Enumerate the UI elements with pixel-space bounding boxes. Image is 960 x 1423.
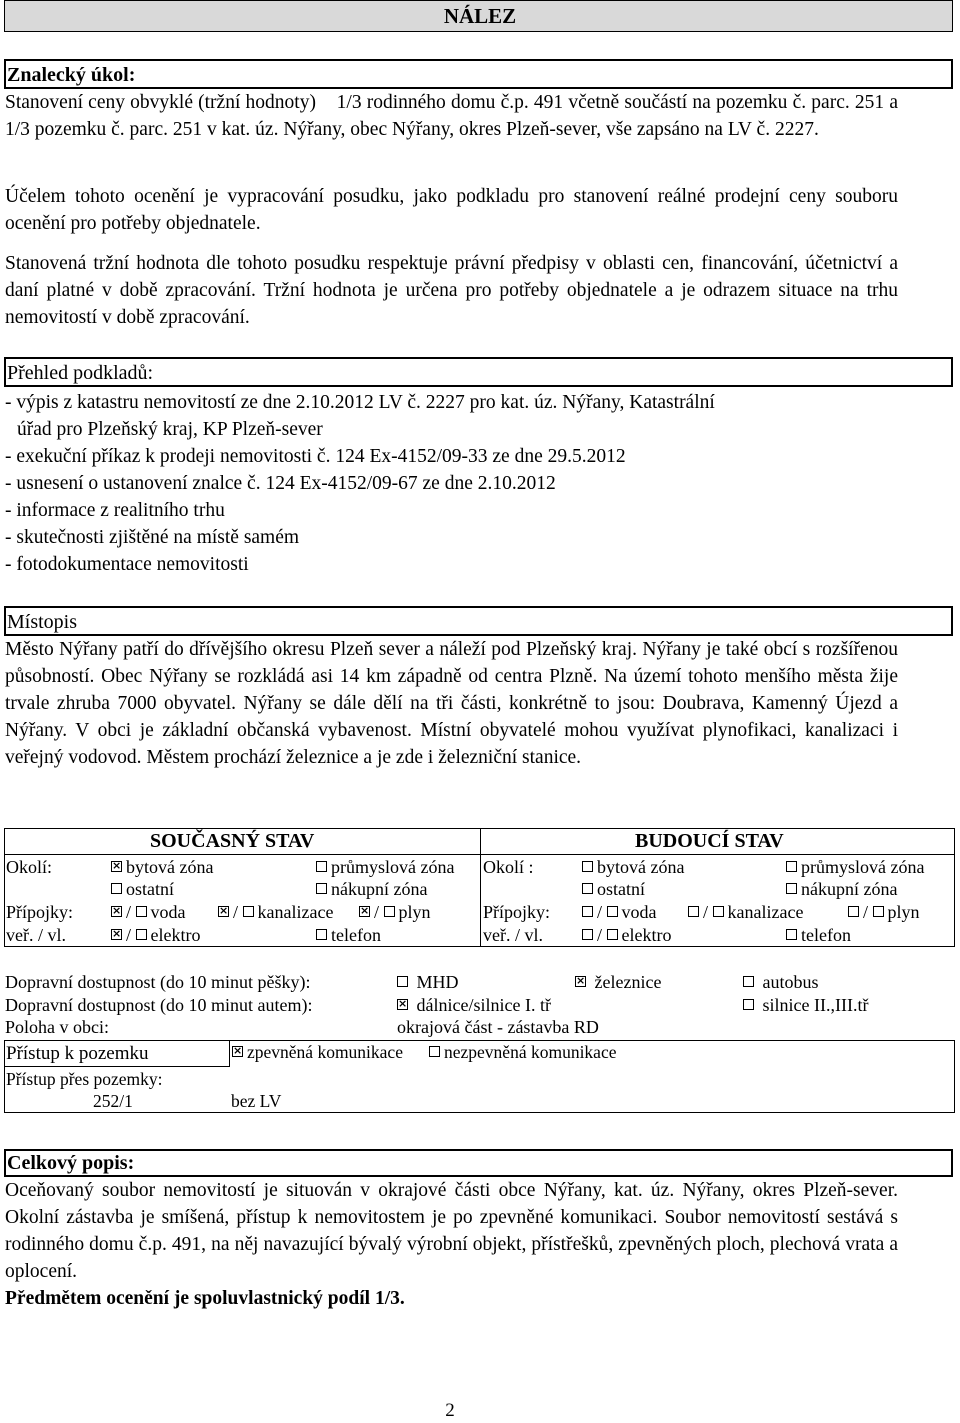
znalecky-paragraph-2: Účelem tohoto ocenění je vypracování posudku, jako podkladu pro stanovení reálné prodejní ceny souboru ocenění pro potřeby objednatele. [5, 186, 898, 234]
checkbox-icon [582, 906, 593, 917]
checkbox-icon [786, 861, 797, 872]
checkbox-icon [743, 999, 754, 1010]
bytova-zona-option[interactable]: × bytová zóna [112, 857, 214, 877]
page-number: 2 [445, 1400, 455, 1421]
checkbox-icon [136, 906, 147, 917]
checkbox-checked-icon: × [360, 904, 370, 918]
mistopis-paragraph: Město Nýřany patří do dřívějšího okresu Plzeň sever a náleží pod Plzeňský kraj. Nýřany je také obcí s rozšířenou působností. Obec Nýřany se rozkládá asi 14 km západně od centra Plzně. Na území tohoto menšího města žije trvale zhruba 7000 obyvatel. Nýřany se dále dělí na tři části, konkrétně to jsou: Doubrava, Kamenný Újezd a Nýřany. V obci je základní občanská vybavenost. Místní obyvatelé mohou využívat plynofikaci, kanalizaci i veřejný vodovod. Městem prochází železnice a je zde i železniční stanice. [5, 639, 898, 768]
current-state-title: SOUČASNÝ STAV [150, 830, 315, 852]
checkbox-icon [582, 861, 593, 872]
section-heading-podklady: Přehled podkladů: [7, 362, 154, 384]
section-bar-popis [4, 1149, 953, 1177]
okoli-label: Okolí: [6, 857, 53, 877]
checkbox-checked-icon: × [112, 904, 122, 918]
podklady-item: - exekuční příkaz k prodeji nemovitosti č. 124 Ex-4152/09-33 ze dne 29.5.2012 [5, 446, 626, 467]
podklady-item: - výpis z katastru nemovitostí ze dne 2.10.2012 LV č. 2227 pro kat. úz. Nýřany, Katastrální [5, 392, 715, 413]
checkbox-icon [713, 906, 724, 917]
checkbox-icon [607, 906, 618, 917]
pres-parcel: 252/1 [93, 1091, 133, 1111]
section-heading-popis: Celkový popis: [7, 1152, 135, 1174]
dalnice-option[interactable]: × dálnice/silnice I. tř [398, 995, 551, 1015]
okoli-label-future: Okolí : [483, 857, 534, 877]
doprava-autem-label: Dopravní dostupnost (do 10 minut autem): [5, 995, 313, 1015]
podklady-item: - informace z realitního trhu [5, 500, 225, 521]
checkbox-icon [786, 883, 797, 894]
checkbox-icon [429, 1046, 440, 1057]
checkbox-icon [397, 976, 408, 987]
nakupni-zona-option[interactable]: nákupní zóna [316, 878, 427, 900]
kanalizace-option[interactable]: × / kanalizace [219, 902, 334, 922]
voda-option[interactable]: × / voda [112, 902, 186, 922]
checkbox-icon [384, 906, 395, 917]
voda-future-option[interactable]: / voda [582, 901, 657, 923]
podklady-item: úřad pro Plzeňský kraj, KP Plzeň-sever [17, 419, 323, 440]
podklady-item: - skutečnosti zjištěné na místě samém [5, 527, 300, 548]
checkbox-icon [136, 929, 147, 940]
mhd-option[interactable]: MHD [397, 971, 459, 993]
checkbox-checked-icon: × [233, 1044, 243, 1058]
checkbox-icon [111, 883, 122, 894]
plyn-future-option[interactable]: / plyn [848, 901, 920, 923]
prumyslova-zona-option[interactable]: průmyslová zóna [316, 856, 454, 878]
checkbox-icon [316, 861, 327, 872]
checkbox-icon [316, 883, 327, 894]
ver-label-future: veř. / vl. [483, 925, 543, 945]
kanalizace-future-option[interactable]: / kanalizace [688, 901, 803, 923]
page-title: NÁLEZ [443, 4, 517, 28]
poloha-value: okrajová část - zástavba RD [397, 1017, 599, 1037]
checkbox-icon [582, 883, 593, 894]
pres-lv: bez LV [231, 1091, 282, 1111]
podklady-item: - fotodokumentace nemovitosti [5, 554, 249, 575]
pripojky-label-future: Přípojky: [483, 902, 551, 922]
zpevnena-option[interactable]: × zpevněná komunikace [233, 1042, 403, 1062]
checkbox-icon [786, 929, 797, 940]
checkbox-checked-icon: × [219, 904, 229, 918]
checkbox-icon [848, 906, 859, 917]
checkbox-checked-icon: × [576, 974, 586, 988]
checkbox-icon [607, 929, 618, 940]
section-bar-mistopis [4, 606, 953, 636]
ostatni-future-option[interactable]: ostatní [582, 878, 645, 900]
pres-label: Přístup přes pozemky: [6, 1069, 163, 1089]
checkbox-icon [688, 906, 699, 917]
telefon-future-option[interactable]: telefon [786, 924, 851, 946]
popis-bold-statement: Předmětem ocenění je spoluvlastnický podíl 1/3. [5, 1288, 405, 1309]
checkbox-checked-icon: × [112, 927, 122, 941]
silnice-option[interactable]: silnice II.,III.tř [743, 994, 868, 1016]
pristup-label: Přístup k pozemku [6, 1043, 149, 1064]
prumyslova-zona-future-option[interactable]: průmyslová zóna [786, 856, 924, 878]
checkbox-icon [243, 906, 254, 917]
plyn-option[interactable]: × / plyn [360, 902, 431, 922]
checkbox-icon [873, 906, 884, 917]
elektro-option[interactable]: × / elektro [112, 925, 201, 945]
section-bar-znalecky [4, 59, 953, 89]
nakupni-zona-future-option[interactable]: nákupní zóna [786, 878, 897, 900]
doprava-pesky-label: Dopravní dostupnost (do 10 minut pěšky): [5, 972, 311, 992]
popis-paragraph: Oceňovaný soubor nemovitostí je situován v okrajové části obce Nýřany, kat. úz. Nýřany, okres Plzeň-sever. Okolní zástavba je smíšená, přístup k nemovitostem je po zpevněné komunikaci. Soubor nemovitostí sestává s rodinného domu č.p. 491, na něj navazující bývalý výrobní objekt, přístřešků, zpevněných ploch, plechová vrata a oplocení. [5, 1180, 898, 1282]
pripojky-label: Přípojky: [6, 902, 74, 922]
nezpevnena-option[interactable]: nezpevněná komunikace [429, 1041, 617, 1063]
znalecky-paragraph-3: Stanovená tržní hodnota dle tohoto posudku respektuje právní předpisy v oblasti cen, financování, účetnictví a daní platné v době zpracování. Tržní hodnota je určena pro potřeby objednatele a je odrazem situace na trhu nemovitostí v době zpracování. [5, 253, 898, 328]
checkbox-icon [316, 929, 327, 940]
znalecky-paragraph-1: Stanovení ceny obvyklé (tržní hodnoty) 1/3 rodinného domu č.p. 491 včetně součástí na pozemku č. parc. 251 a 1/3 pozemku č. parc. 251 v kat. úz. Nýřany, obec Nýřany, okres Plzeň-sever, vše zapsáno na LV č. 2227. [5, 92, 903, 140]
section-heading-znalecky: Znalecký úkol: [7, 64, 136, 86]
poloha-label: Poloha v obci: [5, 1017, 109, 1037]
autobus-option[interactable]: autobus [743, 971, 819, 993]
ostatni-option[interactable]: ostatní [111, 878, 174, 900]
ver-label: veř. / vl. [6, 925, 66, 945]
checkbox-checked-icon: × [398, 997, 408, 1011]
section-heading-mistopis: Místopis [7, 611, 78, 633]
telefon-option[interactable]: telefon [316, 924, 381, 946]
podklady-item: - usnesení o ustanovení znalce č. 124 Ex-4152/09-67 ze dne 2.10.2012 [5, 473, 556, 494]
elektro-future-option[interactable]: / elektro [582, 924, 672, 946]
bytova-zona-future-option[interactable]: bytová zóna [582, 856, 684, 878]
checkbox-icon [743, 976, 754, 987]
checkbox-checked-icon: × [112, 859, 122, 873]
checkbox-icon [582, 929, 593, 940]
future-state-title: BUDOUCÍ STAV [635, 830, 784, 852]
zeleznice-option[interactable]: × železnice [576, 972, 662, 992]
